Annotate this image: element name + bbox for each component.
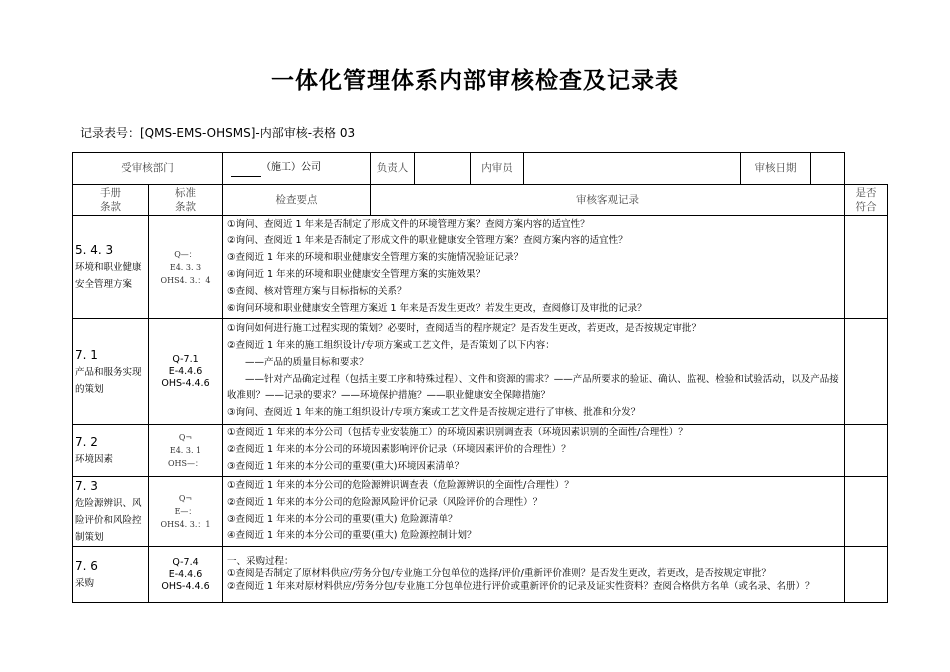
- conform-cell[interactable]: [845, 319, 888, 425]
- clause-name: 危险源辨识、风险评价和风险控制策划: [75, 498, 142, 543]
- std-q: Q-7.1: [172, 353, 199, 365]
- blank-underline: [231, 176, 261, 177]
- header-row: [73, 153, 888, 185]
- std-q: Q—：: [174, 249, 197, 259]
- clause-cell: [73, 319, 149, 425]
- check-item: 一、采购过程：: [227, 555, 294, 567]
- section-row: [73, 477, 888, 547]
- check-item: ①询问如何进行施工过程实现的策划？必要时，查阅适当的程序规定？是否发生更改，若更改，是否按规定审批？: [227, 323, 702, 335]
- record-code: 记录表号：[QMS-EMS-OHSMS]-内部审核-表格 03: [80, 126, 356, 140]
- std-e: E-4.4.6: [168, 365, 203, 377]
- clause-cell: [73, 547, 149, 603]
- conform-cell[interactable]: [845, 477, 888, 547]
- dept-value-cell[interactable]: [223, 153, 371, 185]
- col-records: 审核客观记录: [371, 185, 845, 216]
- clause-name: 环境和职业健康安全管理方案: [75, 262, 142, 290]
- date-label: 审核日期: [741, 153, 811, 185]
- section-row: [73, 216, 888, 319]
- responsible-value[interactable]: [415, 153, 471, 185]
- audit-table: [72, 152, 888, 603]
- check-item: ②查阅近 1 年来的本分公司的危险源风险评价记录（风险评价的合理性）？: [227, 496, 543, 508]
- col-points: 检查要点: [223, 185, 371, 216]
- check-item: ③查阅近 1 年来的本分公司的重要(重大) 危险源清单？: [227, 513, 458, 525]
- section-row: [73, 425, 888, 477]
- std-ohs: OHS4. 3.：4: [160, 275, 211, 285]
- std-e: E4. 3. 3: [169, 262, 202, 272]
- check-item: ③询问、查阅近 1 年来的施工组织设计/专项方案或工艺文件是否按规定进行了审核、批准和分发？: [227, 407, 641, 419]
- check-items: [223, 425, 845, 477]
- std-q: Q-7.4: [172, 556, 199, 568]
- col-conform: 是否 符合: [845, 185, 888, 216]
- check-item: ③查阅近 1 年来的本分公司的重要(重大)环境因素清单？: [227, 460, 465, 472]
- conform-cell[interactable]: [845, 547, 888, 603]
- conform-cell[interactable]: [845, 425, 888, 477]
- section-row: [73, 319, 888, 425]
- check-items: [223, 319, 845, 425]
- check-items: [223, 547, 845, 603]
- dept-label: 受审核部门: [73, 153, 223, 185]
- standard-cell: [149, 216, 223, 319]
- clause-number: 7. 2: [75, 435, 98, 449]
- std-q: Q¬: [178, 494, 193, 503]
- check-item: ①查阅近 1 年来的本分公司的危险源辨识调查表（危险源辨识的全面性/合理性）？: [227, 479, 574, 491]
- std-ohs: OHS-4.4.6: [161, 580, 210, 592]
- clause-number: 7. 3: [75, 479, 98, 493]
- check-item: ②查阅近 1 年来的本分公司的环境因素影响评价记录（环境因素评价的合理性）？: [227, 444, 571, 456]
- check-items: [223, 216, 845, 319]
- date-value[interactable]: [811, 153, 845, 185]
- dept-value: （施工）公司: [261, 162, 321, 174]
- column-header-row: [73, 185, 888, 216]
- check-item: ——产品的质量目标和要求？: [245, 356, 369, 368]
- check-item: ⑤查阅、核对管理方案与目标指标的关系？: [227, 285, 407, 297]
- document-title: 一体化管理体系内部审核检查及记录表: [271, 68, 679, 94]
- auditor-label: 内审员: [471, 153, 524, 184]
- trailing-cell: [845, 153, 888, 185]
- col-manual: 手册 条款: [73, 185, 149, 216]
- check-item: ①查阅近 1 年来的本分公司（包括专业安装施工）的环境因素识别调查表（环境因素识别的全面性/合理性）？: [227, 427, 688, 439]
- clause-cell: [73, 425, 149, 477]
- check-item: ③查阅近 1 年来的环境和职业健康安全管理方案的实施情况验证记录？: [227, 252, 524, 264]
- check-item: ②询问、查阅近 1 年来是否制定了形成文件的职业健康安全管理方案？查阅方案内容的适宜性？: [227, 235, 628, 247]
- responsible-label: 负责人: [371, 153, 415, 185]
- std-ohs: OHS4. 3.：1: [160, 520, 211, 529]
- std-ohs: OHS-4.4.6: [161, 377, 210, 389]
- check-item: ②查阅近 1 年来对原材料供应/劳务分包/专业施工分包单位进行评价或重新评价的记录及证实性资料？查阅合格供方名单（或名录、名册）？: [227, 580, 815, 592]
- clause-name: 采购: [75, 578, 95, 589]
- clause-cell: [73, 477, 149, 547]
- clause-name: 环境因素: [75, 454, 114, 465]
- conform-cell[interactable]: [845, 216, 888, 319]
- std-e: E4. 3. 1: [169, 446, 202, 455]
- clause-cell: [73, 216, 149, 319]
- check-item: ④询问近 1 年来的环境和职业健康安全管理方案的实施效果？: [227, 269, 486, 280]
- std-q: Q¬: [178, 433, 193, 442]
- check-item: ——针对产品确定过程（包括主要工序和特殊过程）、文件和资源的需求？——产品所要求的验证、确认、监视、检验和试验活动，以及产品接收准则？——记录的要求？——环境保护措施？——职业健康安全保障措施？: [227, 373, 839, 402]
- check-item: ④查阅近 1 年来的本分公司的重要(重大) 危险源控制计划？: [227, 530, 477, 542]
- auditor-cell: [471, 153, 741, 185]
- section-row: [73, 547, 888, 603]
- standard-cell: [149, 547, 223, 603]
- standard-cell: [149, 319, 223, 425]
- check-item: ①查阅是否制定了原材料供应/劳务分包/专业施工分包单位的选择/评价/重新评价准则？是否发生更改，若更改，是否按规定审批？: [227, 568, 771, 580]
- clause-number: 5. 4. 3: [75, 243, 114, 257]
- standard-cell: [149, 477, 223, 547]
- check-item: ⑥询问环境和职业健康安全管理方案近 1 年来是否发生更改？若发生更改，查阅修订及审批的记录？: [227, 302, 647, 314]
- clause-name: 产品和服务实现的策划: [75, 366, 142, 395]
- std-e: E-4.4.6: [168, 568, 203, 580]
- clause-number: 7. 1: [75, 347, 98, 362]
- std-ohs: OHS—：: [167, 459, 203, 468]
- check-item: ②查阅近 1 年来的施工组织设计/专项方案或工艺文件，是否策划了以下内容：: [227, 339, 555, 351]
- col-standard: 标准 条款: [149, 185, 223, 216]
- std-e: E—：: [174, 507, 197, 516]
- check-items: [223, 477, 845, 547]
- clause-number: 7. 6: [75, 559, 98, 573]
- standard-cell: [149, 425, 223, 477]
- check-item: ①询问、查阅近 1 年来是否制定了形成文件的环境管理方案？查阅方案内容的适宜性？: [227, 218, 590, 230]
